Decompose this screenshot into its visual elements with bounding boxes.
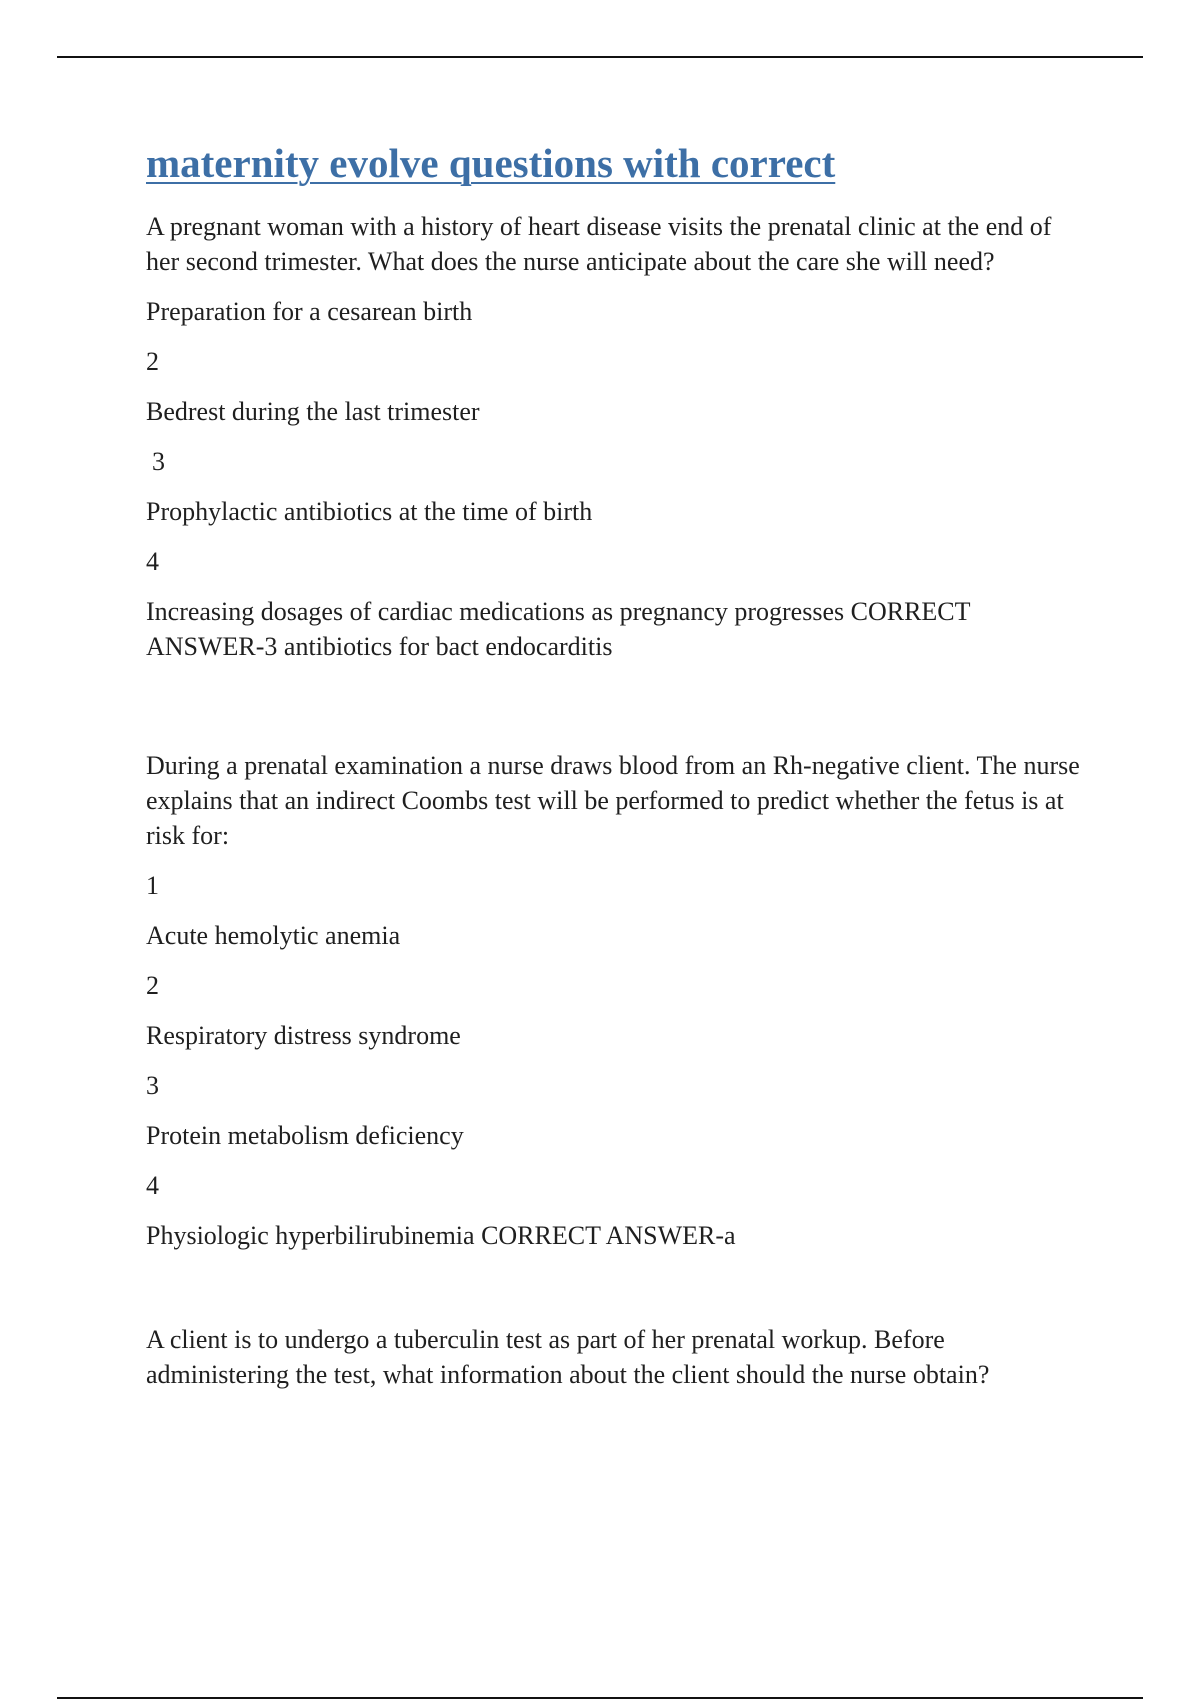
- document-title-link[interactable]: maternity evolve questions with correct: [146, 140, 836, 186]
- spacer: [146, 679, 1086, 748]
- question-1: [146, 209, 1086, 664]
- option-number: 3: [146, 1071, 159, 1101]
- question-stem: During a prenatal examination a nurse draws blood from an Rh-negative client. The nurse explains that an indirect Coombs test will be performed to predict whether the fetus is at risk for:: [146, 751, 1080, 851]
- option-number: 4: [146, 547, 159, 577]
- option-number: 2: [146, 347, 159, 377]
- question-stem: A client is to undergo a tuberculin test as part of her prenatal workup. Before administering the test, what information about the client should the nurse obtain?: [146, 1325, 990, 1390]
- answer-option: Bedrest during the last trimester: [146, 397, 480, 427]
- bottom-rule: [57, 1697, 1143, 1699]
- spacer: [146, 1268, 1086, 1322]
- answer-option: Acute hemolytic anemia: [146, 921, 401, 951]
- option-number: 3: [152, 447, 165, 477]
- top-rule: [57, 56, 1143, 58]
- answer-option: Preparation for a cesarean birth: [146, 297, 473, 327]
- document-body: [146, 140, 1086, 1407]
- question-3: [146, 1322, 1086, 1392]
- question-stem: A pregnant woman with a history of heart disease visits the prenatal clinic at the end of her second trimester. What does the nurse anticipate about the care she will need?: [146, 212, 1052, 277]
- option-number: 2: [146, 971, 159, 1001]
- question-2: [146, 748, 1086, 1253]
- answer-option: Respiratory distress syndrome: [146, 1021, 461, 1051]
- answer-option: Protein metabolism deficiency: [146, 1121, 464, 1151]
- answer-option-with-correct-answer: Increasing dosages of cardiac medications as pregnancy progresses CORRECT ANSWER-3 antibiotics for bact endocarditis: [146, 597, 971, 662]
- answer-option-with-correct-answer: Physiologic hyperbilirubinemia CORRECT ANSWER-a: [146, 1221, 736, 1251]
- answer-option: Prophylactic antibiotics at the time of birth: [146, 497, 593, 527]
- option-number: 4: [146, 1171, 159, 1201]
- option-number: 1: [146, 871, 159, 901]
